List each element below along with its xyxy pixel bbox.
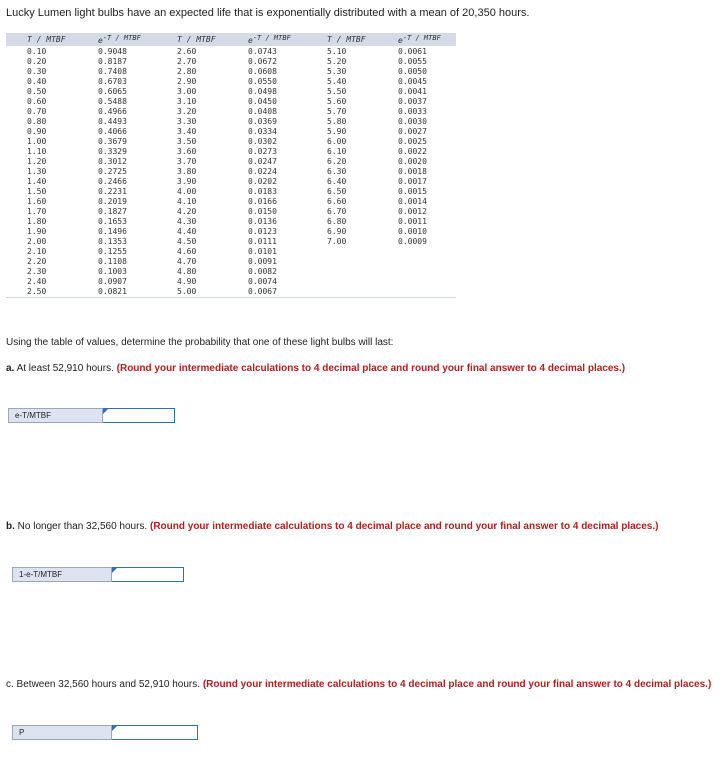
cell-t-mtbf: 6.90 xyxy=(327,226,347,236)
cell-exp-value: 0.0450 xyxy=(248,96,277,106)
cell-exp-value: 0.0050 xyxy=(398,66,427,76)
cell-t-mtbf: 6.00 xyxy=(327,136,347,146)
cell-exp-value: 0.1496 xyxy=(98,226,127,236)
part-a-answer-row xyxy=(8,408,175,423)
part-b-answer-input[interactable] xyxy=(112,567,184,582)
cell-exp-value: 0.0091 xyxy=(248,256,277,266)
cell-t-mtbf: 4.60 xyxy=(177,246,197,256)
cell-exp-value: 0.2019 xyxy=(98,196,127,206)
table-bottom-rule xyxy=(6,297,456,298)
cell-t-mtbf: 1.60 xyxy=(27,196,47,206)
instructions: Using the table of values, determine the probability that one of these light bulbs will last: xyxy=(6,337,394,348)
part-b-rounding-note: (Round your intermediate calculations to 4 decimal place and round your final answer to 4 decimal places.) xyxy=(150,521,659,532)
cell-exp-value: 0.0111 xyxy=(248,236,277,246)
part-c-prefix: c. xyxy=(6,679,14,690)
cell-exp-value: 0.0030 xyxy=(398,116,427,126)
cell-t-mtbf: 1.40 xyxy=(27,176,47,186)
cell-t-mtbf: 3.90 xyxy=(177,176,197,186)
cell-t-mtbf: 3.30 xyxy=(177,116,197,126)
cell-t-mtbf: 2.20 xyxy=(27,256,47,266)
exponential-table xyxy=(6,33,456,298)
cell-t-mtbf: 4.50 xyxy=(177,236,197,246)
table-row xyxy=(6,266,456,276)
header-t-1: T / MTBF xyxy=(27,35,66,44)
cell-exp-value: 0.0022 xyxy=(398,146,427,156)
cell-exp-value: 0.0123 xyxy=(248,226,277,236)
table-body xyxy=(6,46,456,296)
cell-exp-value: 0.0101 xyxy=(248,246,277,256)
cell-exp-value: 0.0608 xyxy=(248,66,277,76)
cell-exp-value: 0.1255 xyxy=(98,246,127,256)
cell-t-mtbf: 2.30 xyxy=(27,266,47,276)
cell-t-mtbf: 4.10 xyxy=(177,196,197,206)
part-c-answer-row xyxy=(12,725,198,740)
cell-t-mtbf: 1.20 xyxy=(27,156,47,166)
cell-exp-value: 0.0302 xyxy=(248,136,277,146)
cell-exp-value: 0.1003 xyxy=(98,266,127,276)
part-b-answer-row xyxy=(12,567,184,582)
cell-exp-value: 0.1827 xyxy=(98,206,127,216)
cell-exp-value: 0.2231 xyxy=(98,186,127,196)
cell-t-mtbf: 5.60 xyxy=(327,96,347,106)
part-a-answer-input[interactable] xyxy=(103,408,175,423)
cell-t-mtbf: 0.60 xyxy=(27,96,47,106)
cell-t-mtbf: 0.30 xyxy=(27,66,47,76)
cell-exp-value: 0.0183 xyxy=(248,186,277,196)
cell-t-mtbf: 2.40 xyxy=(27,276,47,286)
header-e-2: $e^{-T / MTBF}$ xyxy=(248,34,291,45)
part-c-label: P xyxy=(12,725,112,740)
table-row xyxy=(6,286,456,296)
cell-t-mtbf: 5.10 xyxy=(327,46,347,56)
cell-exp-value: 0.3329 xyxy=(98,146,127,156)
cell-t-mtbf: 4.70 xyxy=(177,256,197,266)
cell-exp-value: 0.0743 xyxy=(248,46,277,56)
cell-t-mtbf: 4.90 xyxy=(177,276,197,286)
cell-exp-value: 0.0672 xyxy=(248,56,277,66)
cell-t-mtbf: 2.80 xyxy=(177,66,197,76)
cell-t-mtbf: 0.10 xyxy=(27,46,47,56)
cell-t-mtbf: 3.20 xyxy=(177,106,197,116)
cell-exp-value: 0.0067 xyxy=(248,286,277,296)
cell-exp-value: 0.0037 xyxy=(398,96,427,106)
cell-t-mtbf: 6.30 xyxy=(327,166,347,176)
cell-exp-value: 0.3679 xyxy=(98,136,127,146)
header-t-3: T / MTBF xyxy=(327,35,366,44)
cell-exp-value: 0.7408 xyxy=(98,66,127,76)
table-row xyxy=(6,86,456,96)
cell-exp-value: 0.0027 xyxy=(398,126,427,136)
cell-t-mtbf: 6.40 xyxy=(327,176,347,186)
cell-exp-value: 0.6065 xyxy=(98,86,127,96)
cell-t-mtbf: 0.80 xyxy=(27,116,47,126)
cell-t-mtbf: 2.60 xyxy=(177,46,197,56)
cell-exp-value: 0.5488 xyxy=(98,96,127,106)
table-row xyxy=(6,186,456,196)
cell-exp-value: 0.0009 xyxy=(398,236,427,246)
cell-t-mtbf: 4.30 xyxy=(177,216,197,226)
cell-t-mtbf: 3.10 xyxy=(177,96,197,106)
cell-t-mtbf: 1.80 xyxy=(27,216,47,226)
table-row xyxy=(6,106,456,116)
cell-exp-value: 0.0015 xyxy=(398,186,427,196)
cell-t-mtbf: 2.50 xyxy=(27,286,47,296)
cell-exp-value: 0.0011 xyxy=(398,216,427,226)
cell-exp-value: 0.0166 xyxy=(248,196,277,206)
cell-exp-value: 0.0055 xyxy=(398,56,427,66)
part-a-text: At least 52,910 hours. xyxy=(14,363,114,374)
table-row xyxy=(6,206,456,216)
header-e-1: $e^{-T / MTBF}$ xyxy=(98,34,141,45)
table-row xyxy=(6,116,456,126)
table-row xyxy=(6,176,456,186)
cell-exp-value: 0.0010 xyxy=(398,226,427,236)
cell-t-mtbf: 0.40 xyxy=(27,76,47,86)
cell-exp-value: 0.8187 xyxy=(98,56,127,66)
table-row xyxy=(6,56,456,66)
table-row xyxy=(6,146,456,156)
cell-exp-value: 0.0247 xyxy=(248,156,277,166)
cell-t-mtbf: 0.70 xyxy=(27,106,47,116)
input-marker-icon xyxy=(112,726,117,731)
cell-exp-value: 0.2466 xyxy=(98,176,127,186)
cell-t-mtbf: 2.90 xyxy=(177,76,197,86)
cell-exp-value: 0.0334 xyxy=(248,126,277,136)
cell-t-mtbf: 4.20 xyxy=(177,206,197,216)
cell-t-mtbf: 0.90 xyxy=(27,126,47,136)
cell-exp-value: 0.0082 xyxy=(248,266,277,276)
cell-t-mtbf: 5.50 xyxy=(327,86,347,96)
table-row xyxy=(6,276,456,286)
cell-exp-value: 0.0045 xyxy=(398,76,427,86)
cell-exp-value: 0.0014 xyxy=(398,196,427,206)
part-c-answer-input[interactable] xyxy=(112,725,198,740)
header-e-3: $e^{-T / MTBF}$ xyxy=(398,34,441,45)
part-c-question xyxy=(6,678,712,691)
cell-t-mtbf: 5.70 xyxy=(327,106,347,116)
part-a-question xyxy=(6,362,712,375)
part-c-rounding-note: (Round your intermediate calculations to 4 decimal place and round your final answer to 4 decimal places.) xyxy=(202,679,712,690)
part-c-text: Between 32,560 hours and 52,910 hours. xyxy=(13,679,201,690)
cell-exp-value: 0.0012 xyxy=(398,206,427,216)
cell-t-mtbf: 6.80 xyxy=(327,216,347,226)
cell-exp-value: 0.0150 xyxy=(248,206,277,216)
table-row xyxy=(6,126,456,136)
cell-exp-value: 0.1653 xyxy=(98,216,127,226)
table-row xyxy=(6,166,456,176)
table-row xyxy=(6,226,456,236)
cell-exp-value: 0.1353 xyxy=(98,236,127,246)
cell-t-mtbf: 3.70 xyxy=(177,156,197,166)
part-b-text: No longer than 32,560 hours. xyxy=(14,521,148,532)
table-row xyxy=(6,96,456,106)
cell-exp-value: 0.1108 xyxy=(98,256,127,266)
cell-exp-value: 0.0018 xyxy=(398,166,427,176)
cell-t-mtbf: 1.90 xyxy=(27,226,47,236)
table-header xyxy=(6,33,456,46)
cell-exp-value: 0.0369 xyxy=(248,116,277,126)
cell-t-mtbf: 3.60 xyxy=(177,146,197,156)
cell-t-mtbf: 2.70 xyxy=(177,56,197,66)
cell-exp-value: 0.0017 xyxy=(398,176,427,186)
cell-t-mtbf: 2.10 xyxy=(27,246,47,256)
cell-t-mtbf: 1.30 xyxy=(27,166,47,176)
cell-exp-value: 0.0136 xyxy=(248,216,277,226)
cell-t-mtbf: 6.50 xyxy=(327,186,347,196)
part-a-label: e-T/MTBF xyxy=(8,408,103,423)
cell-exp-value: 0.0550 xyxy=(248,76,277,86)
cell-exp-value: 0.0224 xyxy=(248,166,277,176)
input-marker-icon xyxy=(103,409,108,414)
cell-t-mtbf: 5.40 xyxy=(327,76,347,86)
cell-exp-value: 0.0907 xyxy=(98,276,127,286)
cell-exp-value: 0.0273 xyxy=(248,146,277,156)
cell-exp-value: 0.6703 xyxy=(98,76,127,86)
cell-t-mtbf: 4.40 xyxy=(177,226,197,236)
input-marker-icon xyxy=(112,568,117,573)
part-a-rounding-note: (Round your intermediate calculations to 4 decimal place and round your final answer to 4 decimal places.) xyxy=(116,363,626,374)
cell-exp-value: 0.0020 xyxy=(398,156,427,166)
part-b-label: 1-e-T/MTBF xyxy=(12,567,112,582)
cell-exp-value: 0.3012 xyxy=(98,156,127,166)
cell-t-mtbf: 1.50 xyxy=(27,186,47,196)
cell-exp-value: 0.0408 xyxy=(248,106,277,116)
table-row xyxy=(6,236,456,246)
table-row xyxy=(6,256,456,266)
cell-t-mtbf: 5.20 xyxy=(327,56,347,66)
cell-t-mtbf: 5.00 xyxy=(177,286,197,296)
cell-t-mtbf: 4.80 xyxy=(177,266,197,276)
cell-exp-value: 0.4966 xyxy=(98,106,127,116)
cell-exp-value: 0.0074 xyxy=(248,276,277,286)
table-row xyxy=(6,46,456,56)
cell-t-mtbf: 4.00 xyxy=(177,186,197,196)
table-row xyxy=(6,66,456,76)
part-b-prefix: b. xyxy=(6,521,15,532)
cell-exp-value: 0.0821 xyxy=(98,286,127,296)
cell-t-mtbf: 7.00 xyxy=(327,236,347,246)
part-a-prefix: a. xyxy=(6,363,15,374)
cell-exp-value: 0.2725 xyxy=(98,166,127,176)
cell-exp-value: 0.4493 xyxy=(98,116,127,126)
cell-t-mtbf: 5.30 xyxy=(327,66,347,76)
cell-t-mtbf: 6.70 xyxy=(327,206,347,216)
cell-t-mtbf: 5.90 xyxy=(327,126,347,136)
cell-t-mtbf: 6.20 xyxy=(327,156,347,166)
table-row xyxy=(6,136,456,146)
table-row xyxy=(6,216,456,226)
cell-exp-value: 0.9048 xyxy=(98,46,127,56)
cell-t-mtbf: 1.00 xyxy=(27,136,47,146)
header-t-2: T / MTBF xyxy=(177,35,216,44)
cell-t-mtbf: 1.10 xyxy=(27,146,47,156)
cell-t-mtbf: 2.00 xyxy=(27,236,47,246)
cell-t-mtbf: 3.40 xyxy=(177,126,197,136)
cell-exp-value: 0.0033 xyxy=(398,106,427,116)
cell-exp-value: 0.0202 xyxy=(248,176,277,186)
part-b-question xyxy=(6,520,712,533)
cell-exp-value: 0.0025 xyxy=(398,136,427,146)
table-row xyxy=(6,76,456,86)
problem-intro: Lucky Lumen light bulbs have an expected life that is exponentially distributed with a mean of 20,350 hours. xyxy=(6,7,530,19)
cell-t-mtbf: 0.50 xyxy=(27,86,47,96)
table-row xyxy=(6,156,456,166)
cell-exp-value: 0.0041 xyxy=(398,86,427,96)
table-row xyxy=(6,196,456,206)
cell-t-mtbf: 5.80 xyxy=(327,116,347,126)
cell-t-mtbf: 6.10 xyxy=(327,146,347,156)
table-row xyxy=(6,246,456,256)
cell-t-mtbf: 6.60 xyxy=(327,196,347,206)
cell-exp-value: 0.4066 xyxy=(98,126,127,136)
cell-exp-value: 0.0061 xyxy=(398,46,427,56)
cell-t-mtbf: 3.50 xyxy=(177,136,197,146)
cell-t-mtbf: 0.20 xyxy=(27,56,47,66)
cell-t-mtbf: 1.70 xyxy=(27,206,47,216)
cell-t-mtbf: 3.00 xyxy=(177,86,197,96)
cell-exp-value: 0.0498 xyxy=(248,86,277,96)
cell-t-mtbf: 3.80 xyxy=(177,166,197,176)
